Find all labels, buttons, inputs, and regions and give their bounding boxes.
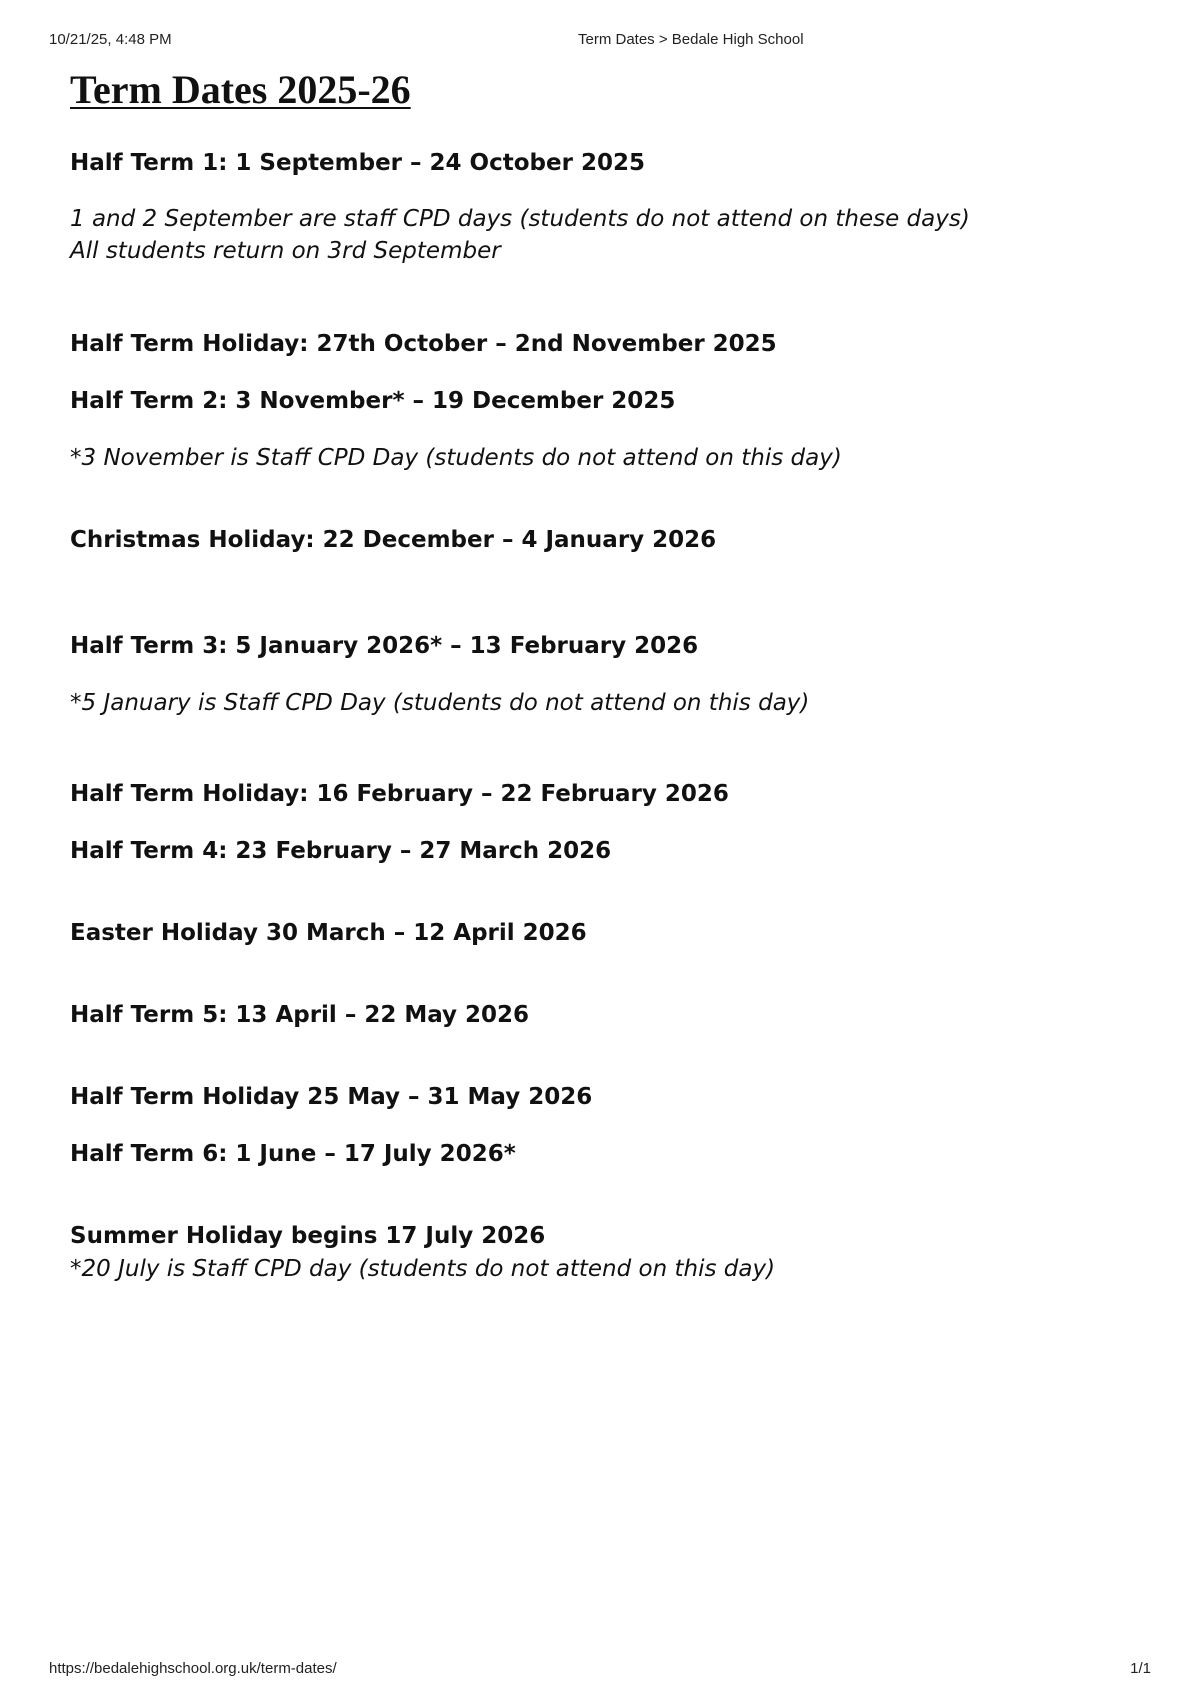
half-term-1-return-note: All students return on 3rd September <box>70 238 501 264</box>
half-term-3-heading: Half Term 3: 5 January 2026* – 13 February 2026 <box>70 633 699 659</box>
half-term-4-heading: Half Term 4: 23 February – 27 March 2026 <box>70 838 612 864</box>
half-term-2-heading: Half Term 2: 3 November* – 19 December 2025 <box>70 388 676 414</box>
print-header <box>0 31 1200 51</box>
print-page-title: Term Dates > Bedale High School <box>578 31 804 48</box>
february-half-term-holiday-heading: Half Term Holiday: 16 February – 22 February 2026 <box>70 781 729 807</box>
october-half-term-holiday-heading: Half Term Holiday: 27th October – 2nd November 2025 <box>70 331 777 357</box>
half-term-1-heading: Half Term 1: 1 September – 24 October 2025 <box>70 150 645 176</box>
half-term-1-cpd-note: 1 and 2 September are staff CPD days (students do not attend on these days) <box>70 206 970 232</box>
half-term-5-heading: Half Term 5: 13 April – 22 May 2026 <box>70 1002 530 1028</box>
summer-cpd-note: *20 July is Staff CPD day (students do not attend on this day) <box>70 1256 776 1282</box>
summer-holiday-heading: Summer Holiday begins 17 July 2026 <box>70 1223 546 1249</box>
half-term-6-heading: Half Term 6: 1 June – 17 July 2026* <box>70 1141 516 1167</box>
page-title: Term Dates 2025-26 <box>70 67 411 112</box>
half-term-2-cpd-note: *3 November is Staff CPD Day (students do not attend on this day) <box>70 445 842 471</box>
print-url: https://bedalehighschool.org.uk/term-dates/ <box>49 1660 337 1677</box>
half-term-3-cpd-note: *5 January is Staff CPD Day (students do not attend on this day) <box>70 690 810 716</box>
print-page-number: 1/1 <box>1130 1660 1151 1677</box>
easter-holiday-heading: Easter Holiday 30 March – 12 April 2026 <box>70 920 587 946</box>
christmas-holiday-heading: Christmas Holiday: 22 December – 4 January 2026 <box>70 527 717 553</box>
print-footer <box>0 1660 1200 1680</box>
may-half-term-holiday-heading: Half Term Holiday 25 May – 31 May 2026 <box>70 1084 593 1110</box>
print-datetime: 10/21/25, 4:48 PM <box>49 31 172 48</box>
